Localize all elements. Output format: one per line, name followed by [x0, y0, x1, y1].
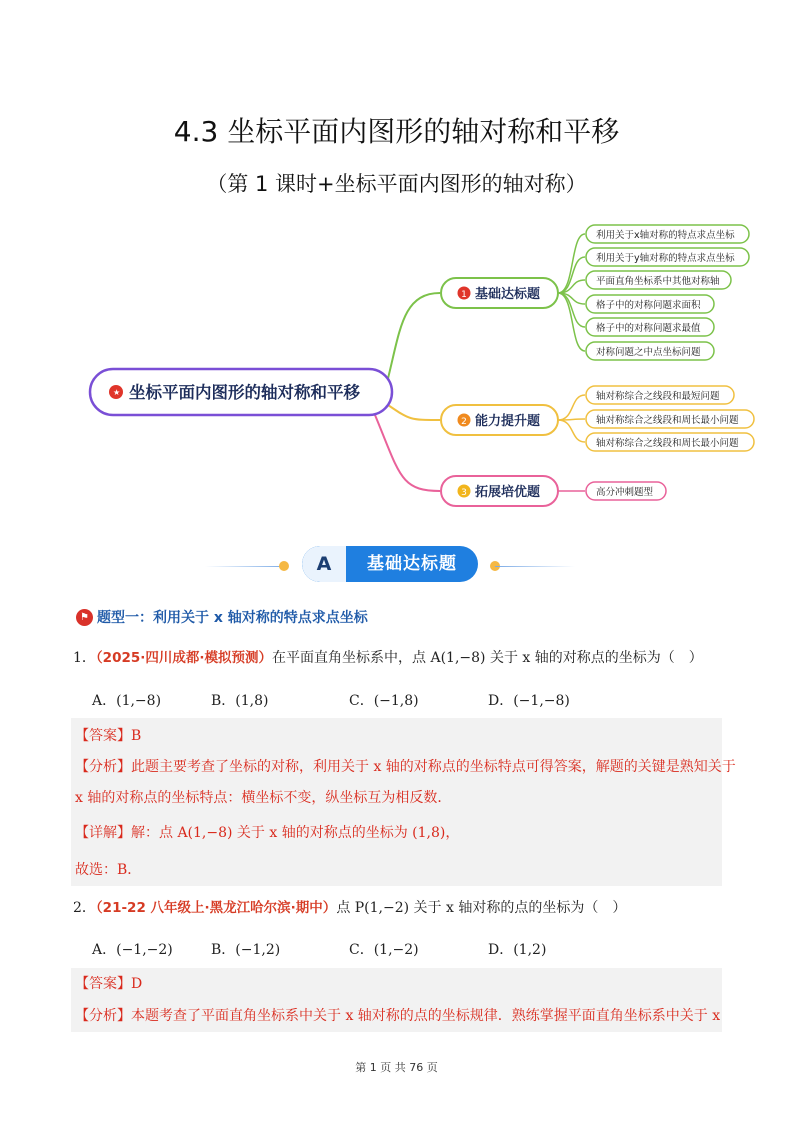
question-1	[73, 647, 703, 669]
leaf-3-1-label: 高分冲刺题型	[596, 487, 654, 498]
question-2-text: 点 P(1,−2) 关于 x 轴对称的点的坐标为（ ）	[336, 900, 627, 916]
connector-leaf-1-6	[558, 293, 585, 351]
page-title: 4.3 坐标平面内图形的轴对称和平移	[173, 115, 620, 148]
type-heading-label: 题型一：利用关于 x 轴对称的特点求点坐标	[97, 610, 368, 626]
connector-branch-1	[385, 293, 440, 390]
answer-2: 【答案】D	[75, 976, 143, 992]
banner-line-left	[205, 566, 285, 567]
svg-text:2: 2	[461, 417, 467, 427]
mind-map	[0, 215, 793, 515]
branch-1	[441, 278, 558, 308]
connector-leaf-2-1	[558, 395, 585, 420]
connector-branch-2	[388, 405, 440, 420]
analysis-1-line-1: 【分析】此题主要考查了坐标的对称，利用关于 x 轴的对称点的坐标特点可得答案，解题的关键是熟知关于	[75, 759, 736, 775]
leaf-1-5-label: 格子中的对称问题求最值	[596, 323, 701, 334]
connector-branch-3	[375, 415, 440, 491]
option-d: D．(1,2)	[488, 942, 547, 958]
leaf-1-6-label: 对称问题之中点坐标问题	[596, 347, 701, 358]
leaf-2-1-label: 轴对称综合之线段和最短问题	[596, 391, 720, 402]
leaf-2-2-label: 轴对称综合之线段和周长最小问题	[596, 415, 739, 426]
option-b: B．(1,8)	[211, 693, 269, 709]
option-b: B．(−1,2)	[211, 942, 281, 958]
option-a: A．(1,−8)	[92, 693, 162, 709]
answer-1: 【答案】B	[75, 728, 142, 744]
svg-text:★: ★	[113, 388, 121, 397]
question-1-number: 1．	[73, 650, 96, 666]
svg-text:1: 1	[461, 290, 467, 300]
banner-dot-left	[279, 561, 289, 571]
leaf-1-4-label: 格子中的对称问题求面积	[596, 300, 701, 311]
banner-pill	[302, 546, 478, 582]
banner-line-right	[495, 566, 575, 567]
analysis-2-line-1: 【分析】本题考查了平面直角坐标系中关于 x 轴对称的点的坐标规律．熟练掌握平面直角坐标系中关于 x	[75, 1008, 721, 1024]
type-heading	[76, 606, 368, 628]
analysis-1-line-2: x 轴的对称点的坐标特点：横坐标不变，纵坐标互为相反数．	[75, 790, 452, 806]
question-1-source: （2025·四川成都·模拟预测）	[95, 650, 273, 666]
banner-label: 基础达标题	[367, 554, 457, 574]
option-c: C．(1,−2)	[349, 942, 419, 958]
answer-box-2	[71, 968, 722, 1032]
banner-letter: A	[302, 546, 346, 582]
svg-text:3: 3	[461, 488, 467, 498]
page-subtitle: （第 1 课时+坐标平面内图形的轴对称）	[206, 172, 587, 196]
connector-leaf-2-3	[558, 420, 585, 442]
question-2-source: （21-22 八年级上·黑龙江哈尔滨·期中）	[95, 900, 337, 916]
branch-2	[441, 405, 558, 435]
leaf-2-3-label: 轴对称综合之线段和周长最小问题	[596, 438, 739, 449]
question-1-text: 在平面直角坐标系中，点 A(1,−8) 关于 x 轴的对称点的坐标为（ ）	[272, 650, 703, 666]
option-a: A．(−1,−2)	[92, 942, 173, 958]
section-banner	[0, 546, 793, 582]
mindmap-root-label: 坐标平面内图形的轴对称和平移	[129, 383, 360, 402]
connector-leaf-1-1	[558, 234, 585, 293]
option-c: C．(−1,8)	[349, 693, 419, 709]
svg-text:拓展培优题: 拓展培优题	[475, 485, 541, 500]
leaf-1-2-label: 利用关于y轴对称的特点求点坐标	[596, 253, 735, 264]
svg-text:基础达标题: 基础达标题	[475, 287, 541, 302]
detail-1: 【详解】解：点 A(1,−8) 关于 x 轴的对称点的坐标为 (1,8)，	[75, 825, 460, 841]
leaf-1-3-label: 平面直角坐标系中其他对称轴	[596, 276, 720, 287]
branch-3	[441, 476, 558, 506]
flag-icon: ⚑	[76, 609, 93, 626]
page-footer: 第 1 页 共 76 页	[355, 1061, 438, 1074]
leaf-1-1-label: 利用关于x轴对称的特点求点坐标	[596, 230, 735, 241]
question-2-number: 2．	[73, 900, 96, 916]
question-2	[73, 897, 626, 919]
option-d: D．(−1,−8)	[488, 693, 570, 709]
svg-text:能力提升题: 能力提升题	[475, 414, 541, 429]
choose-1: 故选：B．	[75, 862, 142, 878]
answer-box-1	[71, 718, 736, 886]
